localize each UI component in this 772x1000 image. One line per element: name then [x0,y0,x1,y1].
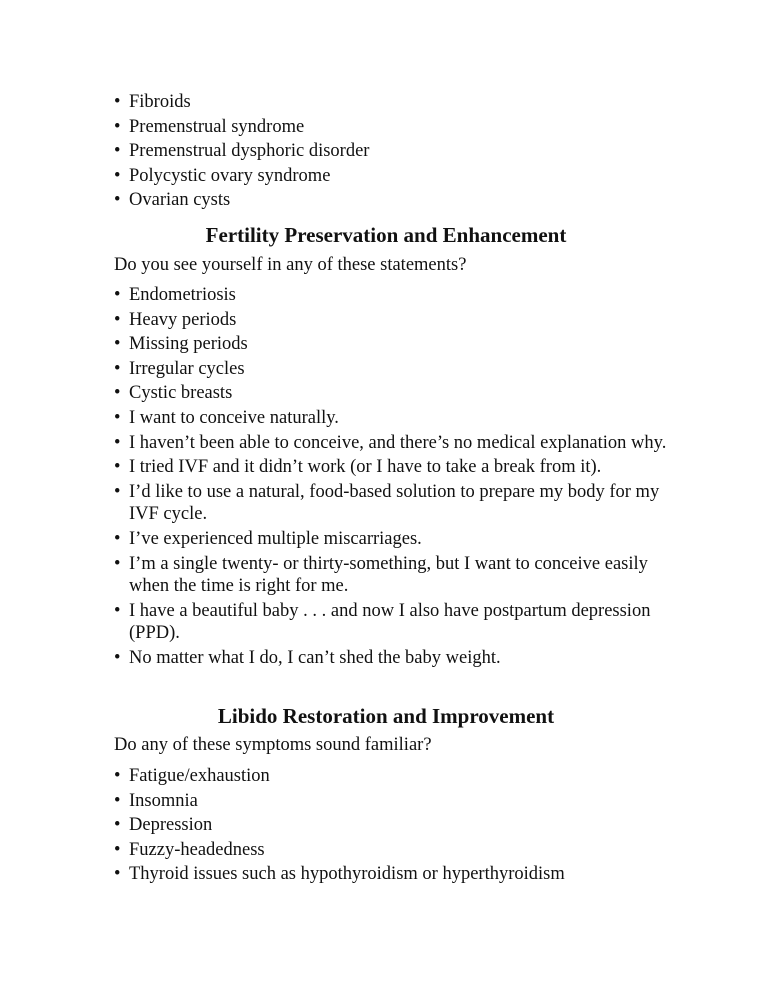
libido-intro: Do any of these symptoms sound familiar? [114,735,432,755]
list-item: • Polycystic ovary syndrome [114,165,684,188]
fertility-statement-list [114,284,684,672]
condition-list [114,91,684,214]
list-item: • Thyroid issues such as hypothyroidism or hyperthyroidism [114,863,684,886]
list-item: • I’d like to use a natural, food-based solution to prepare my body for my IVF cycle. [114,481,684,526]
list-item: • Irregular cycles [114,358,684,381]
list-item: • Fibroids [114,91,684,114]
libido-heading: Libido Restoration and Improvement [217,704,555,728]
list-item: • I haven’t been able to conceive, and there’s no medical explanation why. [114,432,684,455]
list-item: • Endometriosis [114,284,684,307]
list-item: • Premenstrual syndrome [114,116,684,139]
list-item: • Insomnia [114,790,684,813]
list-item: • No matter what I do, I can’t shed the baby weight. [114,647,684,670]
fertility-heading: Fertility Preservation and Enhancement [205,223,567,247]
list-item: • Cystic breasts [114,382,684,405]
list-item: • Heavy periods [114,309,684,332]
list-item: • Missing periods [114,333,684,356]
list-item: • Fatigue/exhaustion [114,765,684,788]
list-item: • I have a beautiful baby . . . and now I also have postpartum depression (PPD). [114,600,684,645]
list-item: • I tried IVF and it didn’t work (or I have to take a break from it). [114,456,684,479]
list-item: • Depression [114,814,684,837]
fertility-intro: Do you see yourself in any of these statements? [114,255,467,275]
symptom-list [114,765,684,888]
list-item: • I’ve experienced multiple miscarriages. [114,528,684,551]
list-item: • Fuzzy-headedness [114,839,684,862]
list-item: • Ovarian cysts [114,189,684,212]
list-item: • I’m a single twenty- or thirty-something, but I want to conceive easily when the time is right for me. [114,553,684,598]
list-item: • I want to conceive naturally. [114,407,684,430]
list-item: • Premenstrual dysphoric disorder [114,140,684,163]
